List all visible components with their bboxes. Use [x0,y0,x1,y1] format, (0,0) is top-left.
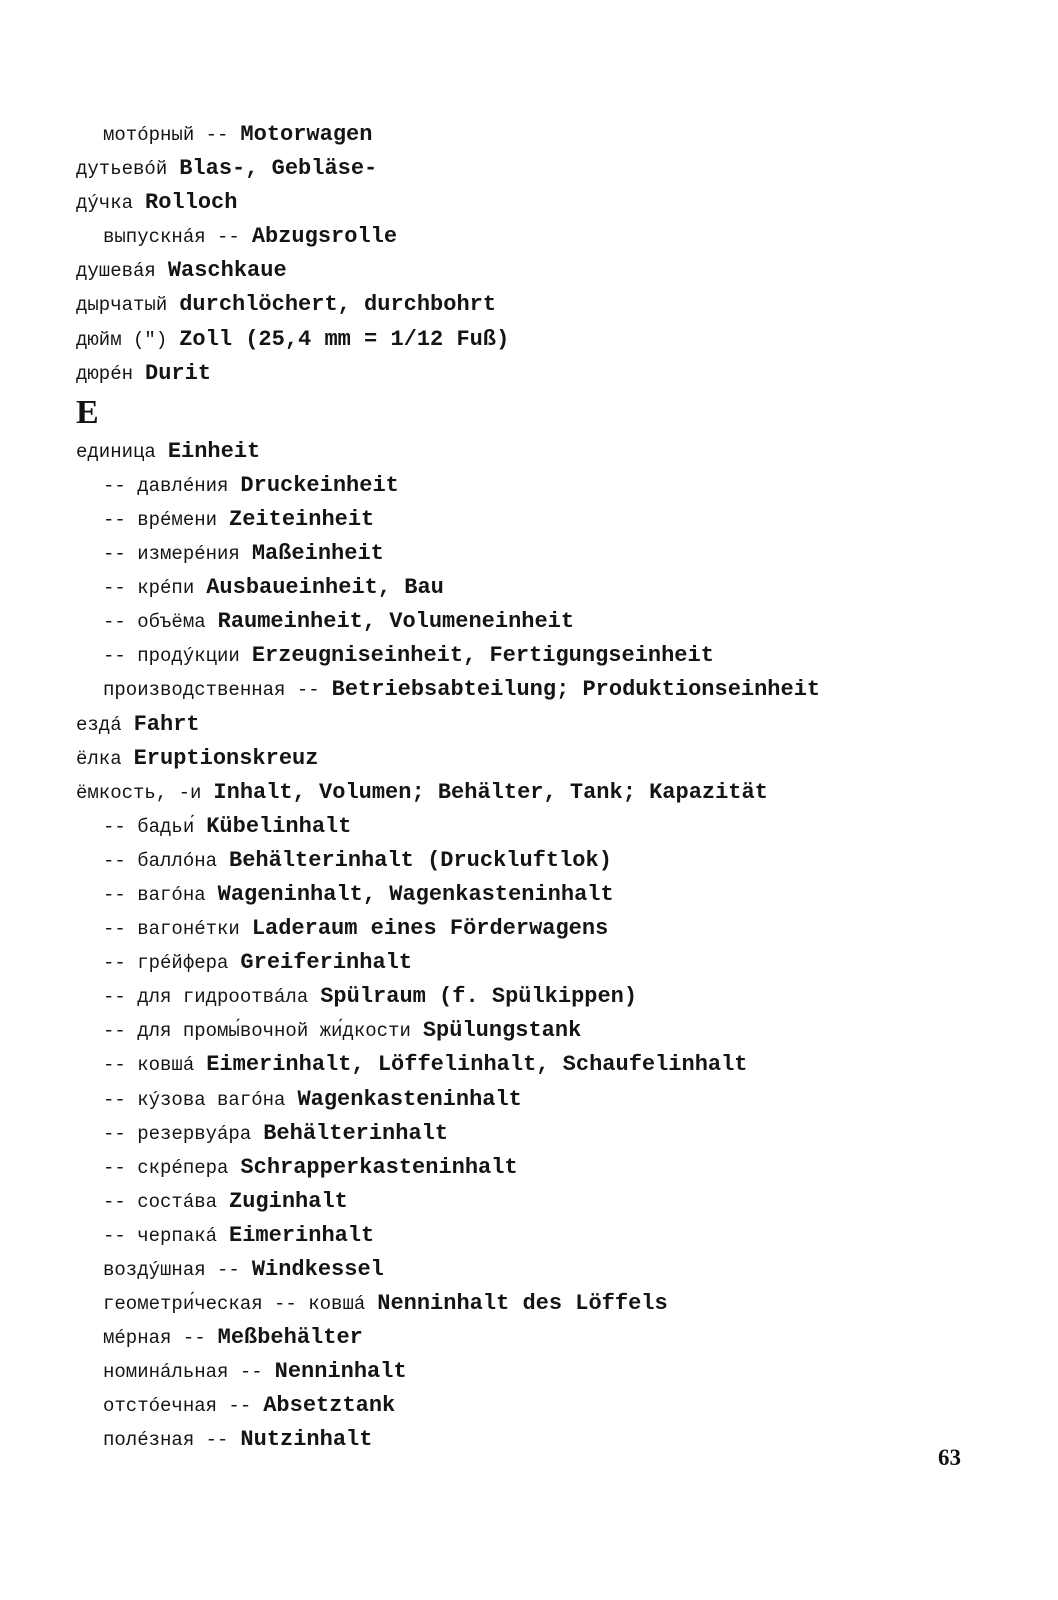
russian-term: -- вагонéтки [103,918,240,941]
german-translation: Greiferinhalt [240,950,413,976]
german-translation: Wagenkasteninhalt [297,1086,522,1112]
section-letter-heading: E [76,393,99,431]
german-translation: Wageninhalt, Wagenkasteninhalt [217,881,614,907]
dictionary-entry [76,1287,1036,1321]
dictionary-entry [76,220,1036,254]
page-number: 63 [938,1445,961,1470]
dictionary-entry [76,1117,1036,1151]
german-translation: Abzugsrolle [251,224,398,250]
dictionary-entry [76,980,1036,1014]
russian-term: геометри́ческая -- ковшá [103,1293,366,1316]
dictionary-entry [76,810,1036,844]
german-translation: Zuginhalt [229,1188,348,1214]
dictionary-entry [76,571,1036,605]
russian-term: -- резервуáра [103,1122,252,1145]
dictionary-entry [76,878,1036,912]
russian-term: -- состáва [103,1190,218,1213]
dictionary-entry [76,605,1036,639]
german-translation: Raumeinheit, Volumeneinheit [217,609,575,635]
dictionary-entry [76,357,1036,391]
russian-term: единица [76,440,156,463]
dictionary-entry [76,776,1036,810]
german-translation: Meßbehälter [217,1325,363,1351]
german-translation: Spülungstank [422,1018,582,1044]
dictionary-entry [76,254,1036,288]
german-translation: Einheit [167,438,261,464]
dictionary-entry [76,1185,1036,1219]
dictionary-entry [76,1355,1036,1389]
german-translation: Durit [145,360,212,386]
russian-term: дырчатый [76,294,168,317]
german-translation: Rolloch [145,190,238,216]
german-translation: Eruptionskreuz [133,745,319,771]
german-translation: Blas-, Gebläse- [179,156,378,182]
russian-term: -- скрéпера [103,1156,229,1179]
german-translation: Zeiteinheit [229,506,375,532]
dictionary-entry [76,844,1036,878]
dictionary-entry [76,288,1036,322]
dictionary-entry [76,435,1036,469]
dictionary-entry [76,537,1036,571]
russian-term: -- объёма [103,611,206,634]
german-translation: Laderaum eines Förderwagens [251,916,609,942]
russian-term: -- крéпи [103,577,195,600]
dictionary-entry [76,323,1036,357]
dictionary-entry [76,912,1036,946]
russian-term: производственная -- [103,679,320,702]
russian-term: -- врéмени [103,508,218,531]
dictionary-entry [76,1253,1036,1287]
russian-term: ездá [76,713,122,736]
german-translation: Behälterinhalt [263,1120,449,1146]
german-translation: Erzeugniseinheit, Fertigungseinheit [251,643,714,669]
german-translation: Druckeinheit [240,472,399,498]
entry-list-top [76,118,1036,391]
russian-term: воздýшная -- [103,1259,240,1281]
dictionary-entries [76,118,1036,1458]
dictionary-entry [76,1151,1036,1185]
german-translation: Fahrt [133,711,200,737]
russian-term: ёмкость, -и [76,781,202,804]
russian-term: дюрéн [76,362,134,385]
dictionary-entry [76,1389,1036,1423]
russian-term: дýчка [76,192,134,215]
german-translation: Maßeinheit [251,541,384,567]
dictionary-entry [76,152,1036,186]
russian-term: -- для гидроотвáла [103,986,309,1009]
dictionary-entry [76,469,1036,503]
russian-term: душевáя [76,260,156,283]
russian-term: -- вагóна [103,883,206,906]
german-translation: Spülraum (f. Spülkippen) [320,984,638,1010]
dictionary-entry [76,1014,1036,1048]
russian-term: мотóрный -- [103,124,229,146]
russian-term: -- кýзова вагóна [103,1088,286,1111]
german-translation: Schrapperkasteninhalt [240,1154,518,1180]
russian-term: -- измерéния [103,543,240,566]
dictionary-entry [76,1219,1036,1253]
german-translation: Inhalt, Volumen; Behälter, Tank; Kapazität [213,779,768,805]
dictionary-entry [76,673,1036,707]
dictionary-entry [76,639,1036,673]
german-translation: Zoll (25,4 mm = 1/12 Fuß) [179,326,510,352]
dictionary-entry [76,1083,1036,1117]
german-translation: Behälterinhalt (Druckluftlok) [229,847,612,873]
dictionary-entry [76,946,1036,980]
russian-term: мéрная -- [103,1327,206,1350]
russian-term: -- давлéния [103,474,229,497]
dictionary-entry [76,118,1036,152]
russian-term: -- ковшá [103,1054,195,1077]
german-translation: Nenninhalt des Löffels [377,1291,668,1317]
german-translation: Nutzinhalt [240,1427,373,1453]
russian-term: -- черпакá [103,1224,218,1247]
german-translation: Kübelinhalt [206,813,352,839]
russian-term: -- баллóна [103,849,218,872]
german-translation: Betriebsabteilung; Produktionseinheit [331,677,821,703]
german-translation: Waschkaue [167,258,287,284]
russian-term: -- грéйфера [103,952,229,975]
russian-term: ёлка [76,747,122,770]
dictionary-entry [76,742,1036,776]
russian-term: -- бадьи́ [103,815,195,838]
russian-term: -- для промы́вочной жи́дкости [103,1020,411,1043]
german-translation: Ausbaueinheit, Bau [206,575,444,601]
german-translation: durchlöchert, durchbohrt [179,292,497,318]
dictionary-entry [76,1048,1036,1082]
german-translation: Windkessel [251,1257,384,1282]
german-translation: Absetztank [263,1393,396,1419]
dictionary-entry [76,1423,1036,1457]
dictionary-entry [76,1321,1036,1355]
russian-term: выпускнáя -- [103,226,240,249]
russian-term: дюйм (") [76,328,168,351]
russian-term: отстóечная -- [103,1395,252,1418]
entry-list-e [76,435,1036,1458]
russian-term: дутьевóй [76,158,168,181]
russian-term: номинáльная -- [103,1361,263,1384]
russian-term: -- продýкции [103,645,240,668]
german-translation: Nenninhalt [274,1359,407,1385]
german-translation: Eimerinhalt, Löffelinhalt, Schaufelinhalt [206,1052,748,1078]
german-translation: Eimerinhalt [229,1222,375,1248]
dictionary-entry [76,708,1036,742]
russian-term: полéзная -- [103,1429,229,1452]
dictionary-entry [76,186,1036,220]
german-translation: Motorwagen [240,122,373,147]
dictionary-entry [76,503,1036,537]
